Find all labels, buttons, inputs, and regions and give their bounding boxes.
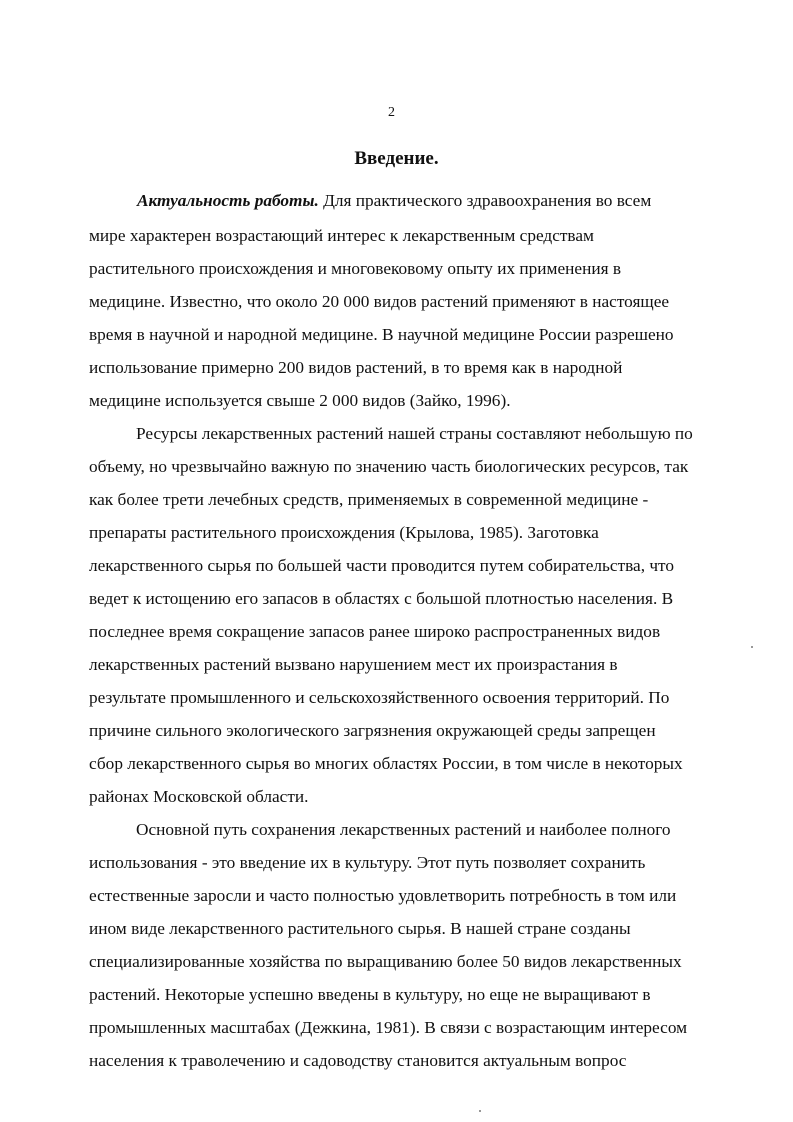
- paragraph-line: населения к траволечению и садоводству становится актуальным вопрос: [89, 1051, 627, 1070]
- paragraph-line: последнее время сокращение запасов ранее широко распространенных видов: [89, 622, 661, 641]
- paragraph-line: препараты растительного происхождения (Крылова, 1985). Заготовка: [89, 523, 599, 542]
- paragraph-line: лекарственного сырья по большей части проводится путем собирательства, что: [89, 556, 675, 575]
- scan-speck: [479, 1110, 481, 1112]
- line-text: Для практического здравоохранения во всем: [318, 191, 652, 210]
- paragraph-line: Основной путь сохранения лекарственных растений и наиболее полного: [136, 820, 671, 839]
- paragraph-line: специализированные хозяйства по выращиванию более 50 видов лекарственных: [89, 952, 682, 971]
- paragraph-line: Ресурсы лекарственных растений нашей страны составляют небольшую по: [136, 424, 693, 443]
- paragraph-line: промышленных масштабах (Дежкина, 1981). В связи с возрастающим интересом: [89, 1018, 688, 1037]
- paragraph-line: сбор лекарственного сырья во многих областях России, в том числе в некоторых: [89, 754, 683, 773]
- paragraph-line: использование примерно 200 видов растений, в то время как в народной: [89, 358, 623, 377]
- paragraph-line: растительного происхождения и многовековому опыту их применения в: [89, 259, 622, 278]
- page-title: Введение.: [354, 148, 439, 169]
- paragraph-line: ином виде лекарственного растительного сырья. В нашей стране созданы: [89, 919, 631, 938]
- paragraph-line: растений. Некоторые успешно введены в культуру, но еще не выращивают в: [89, 985, 651, 1004]
- paragraph-line: результате промышленного и сельскохозяйственного освоения территорий. По: [89, 688, 670, 707]
- scan-speck: [751, 646, 753, 648]
- paragraph-line: причине сильного экологического загрязнения окружающей среды запрещен: [89, 721, 656, 740]
- paragraph-line: ведет к истощению его запасов в областях с большой плотностью населения. В: [89, 589, 674, 608]
- lead-label: Актуальность работы.: [137, 191, 319, 210]
- paragraph-line: лекарственных растений вызвано нарушением мест их произрастания в: [89, 655, 618, 674]
- paragraph-line: [137, 191, 651, 211]
- paragraph-line: районах Московской области.: [89, 787, 309, 806]
- paragraph-line: медицине используется свыше 2 000 видов (Зайко, 1996).: [89, 391, 511, 410]
- paragraph-line: медицине. Известно, что около 20 000 видов растений применяют в настоящее: [89, 292, 670, 311]
- page-number: 2: [388, 105, 395, 120]
- paragraph-line: использования - это введение их в культуру. Этот путь позволяет сохранить: [89, 853, 646, 872]
- paragraph-line: как более трети лечебных средств, применяемых в современной медицине -: [89, 490, 649, 509]
- paragraph-line: время в научной и народной медицине. В научной медицине России разрешено: [89, 325, 674, 344]
- paragraph-line: естественные заросли и часто полностью удовлетворить потребность в том или: [89, 886, 677, 905]
- paragraph-line: мире характерен возрастающий интерес к лекарственным средствам: [89, 226, 594, 245]
- paragraph-line: объему, но чрезвычайно важную по значению часть биологических ресурсов, так: [89, 457, 689, 476]
